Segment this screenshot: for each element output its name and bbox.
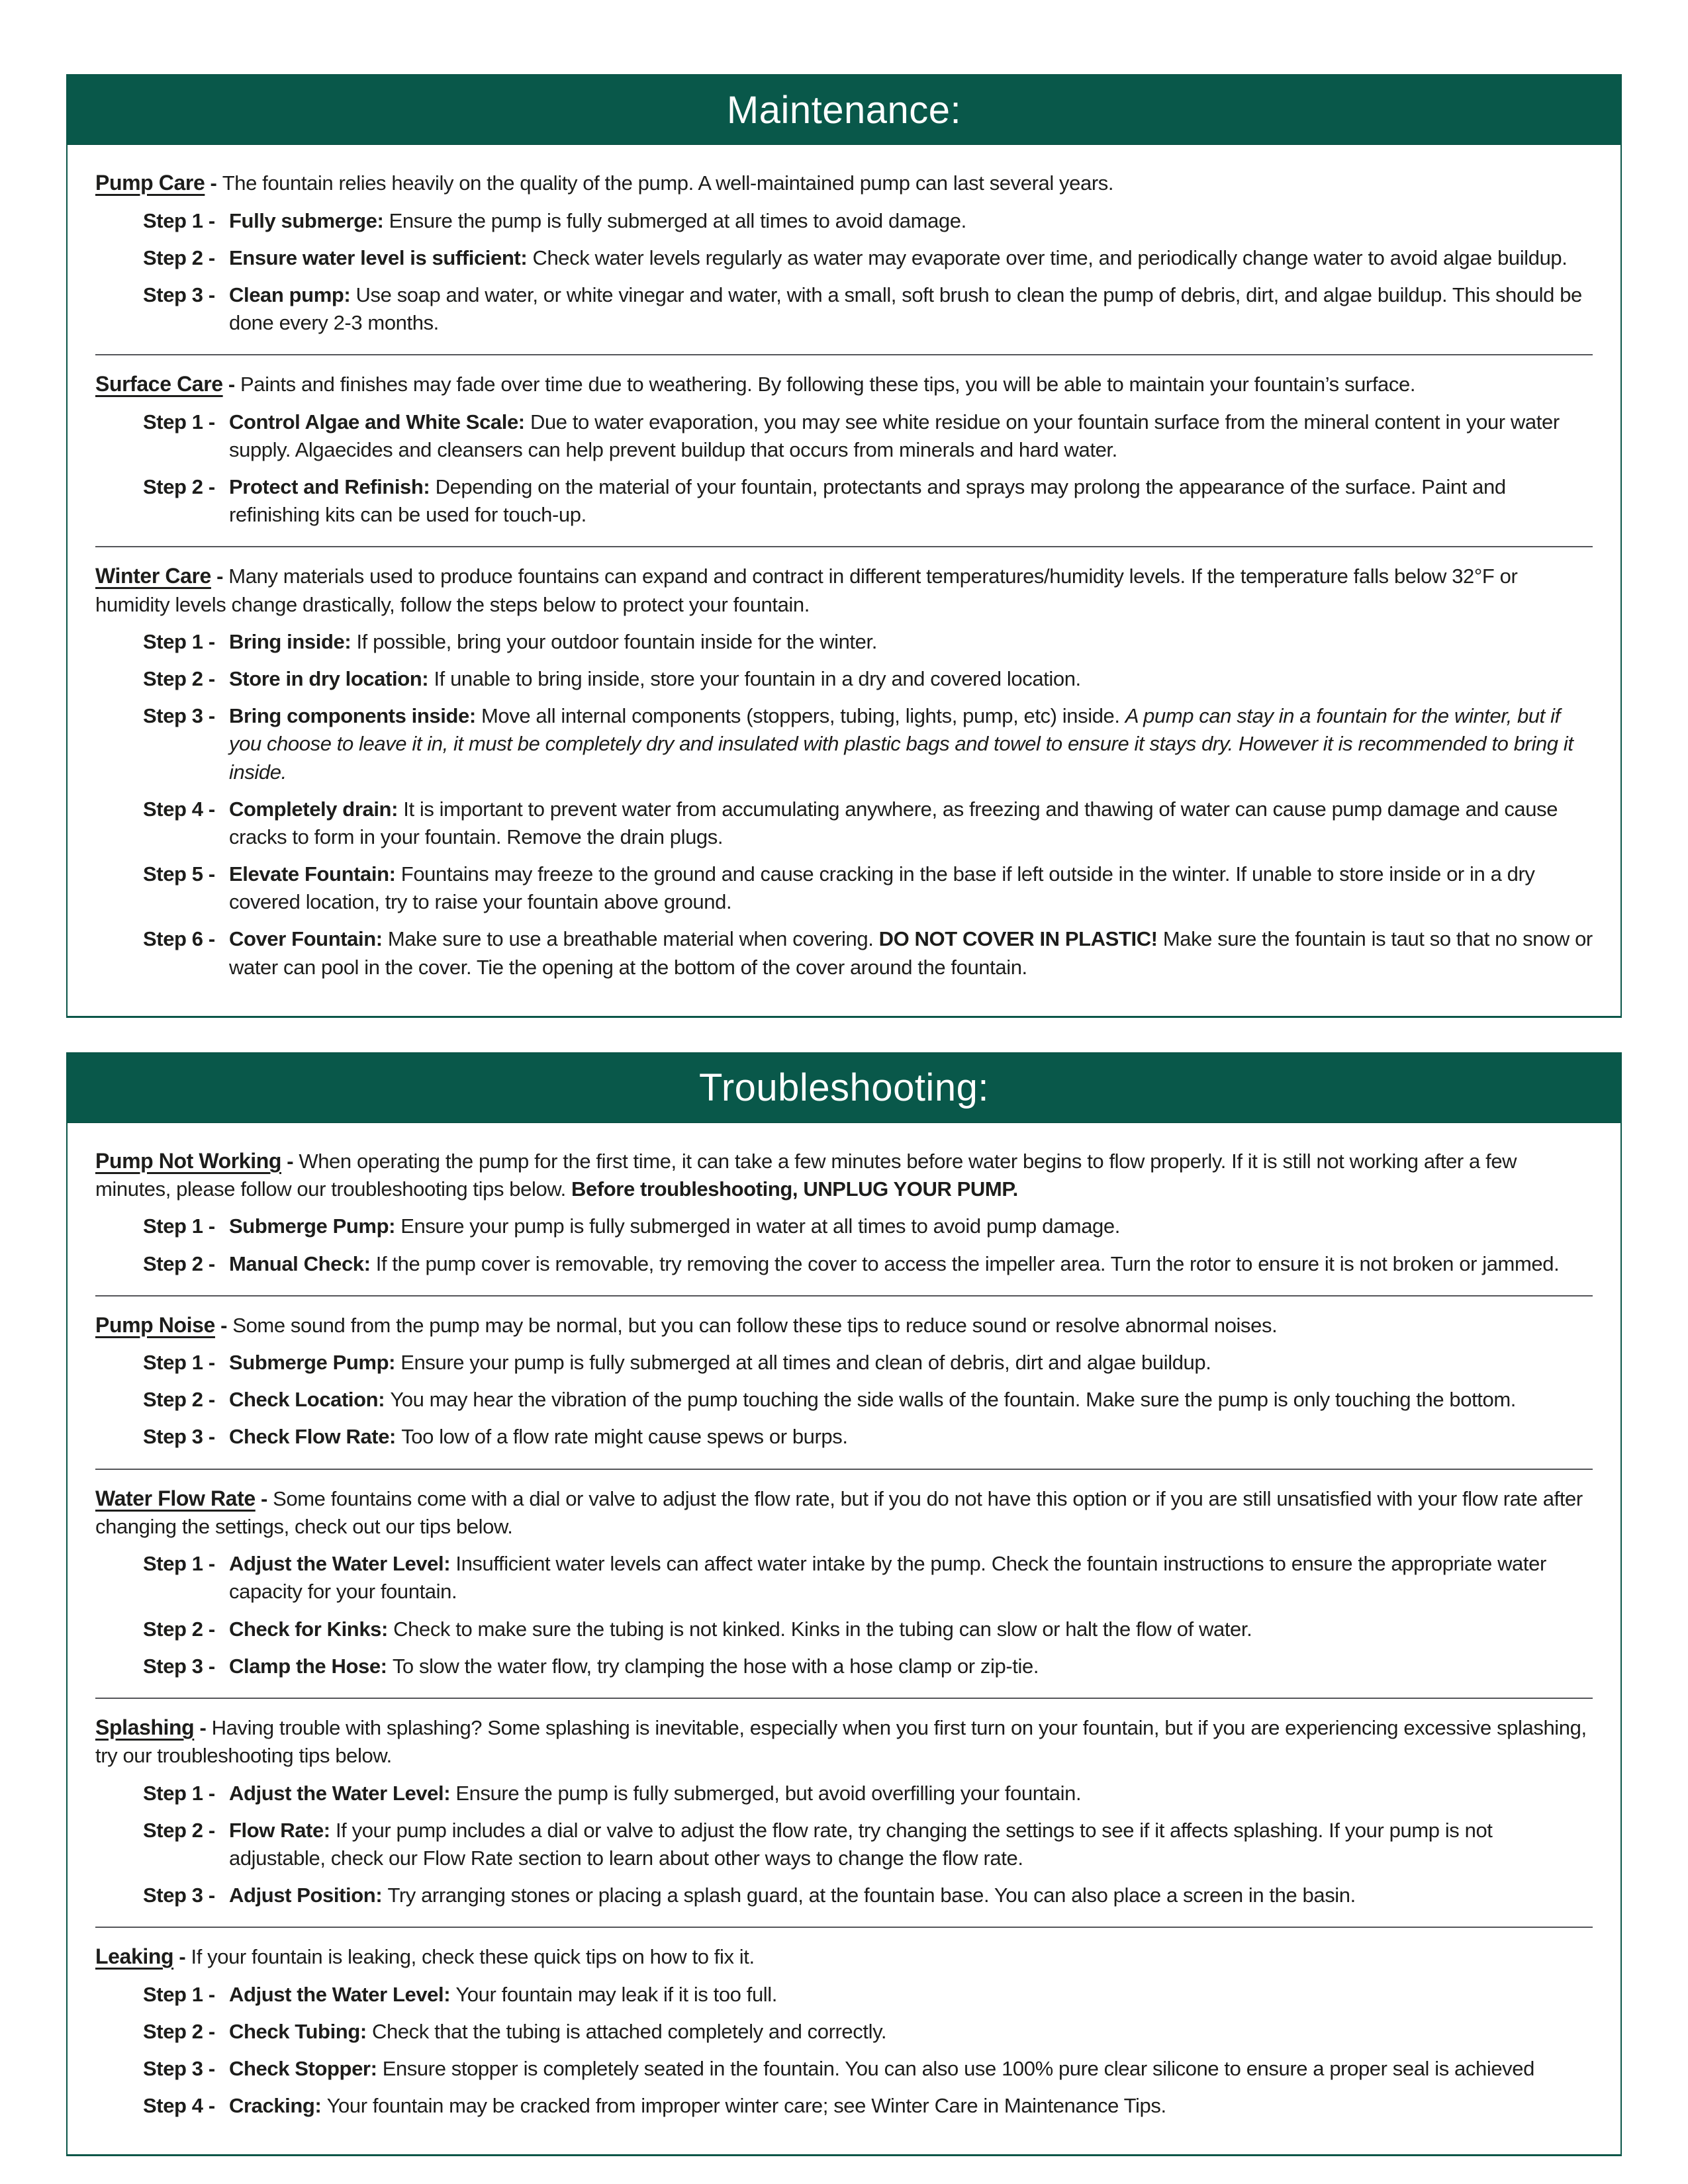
- step-body: [229, 473, 1593, 529]
- heading-separator: -: [194, 1715, 212, 1739]
- step-label: Step 3 -: [143, 1654, 215, 1678]
- step-body: [229, 1615, 1593, 1643]
- step-text: Use soap and water, or white vinegar and water, with a small, soft brush to clean the pump of debris, dirt, and algae buildup. This should be done every 2-3 months.: [229, 283, 1582, 334]
- step-row: [95, 281, 1593, 337]
- step-text: To slow the water flow, try clamping the hose with a hose clamp or zip-tie.: [392, 1654, 1039, 1678]
- step-text: If possible, bring your outdoor fountain inside for the winter.: [356, 629, 877, 653]
- heading-separator: -: [173, 1945, 191, 1969]
- step-text: Ensure stopper is completely seated in the fountain. You can also use 100% pure clear silicone to ensure a proper seal is achieved: [382, 2057, 1534, 2081]
- step-label: Step 1 -: [143, 1781, 215, 1805]
- section-divider: [95, 1469, 1593, 1470]
- step-name: Control Algae and White Scale:: [229, 410, 530, 433]
- step-name: Bring inside:: [229, 629, 357, 653]
- step-label: Step 1 -: [143, 410, 215, 433]
- step-row: [95, 1212, 1593, 1240]
- step-body: [229, 1882, 1593, 1909]
- section-heading: Winter Care: [95, 564, 211, 588]
- step-row: [95, 473, 1593, 529]
- step-row: [95, 1615, 1593, 1643]
- section-intro: [95, 1147, 1593, 1204]
- step-row: [95, 1780, 1593, 1807]
- intro-text: Many materials used to produce fountains can expand and contract in different temperatures/humidity levels. If the temperature falls below 32°F or humidity levels change drastically, follow the steps below to protect your fountain.: [95, 565, 1518, 616]
- section-divider: [95, 546, 1593, 547]
- step-name: Manual Check:: [229, 1251, 376, 1275]
- step-name: Completely drain:: [229, 797, 404, 821]
- step-text: Too low of a flow rate might cause spews or burps.: [401, 1425, 848, 1449]
- step-name: Adjust the Water Level:: [229, 1982, 456, 2006]
- section-heading: Water Flow Rate: [95, 1486, 256, 1510]
- step-name: Elevate Fountain:: [229, 862, 401, 886]
- step-text: Insufficient water levels can affect water intake by the pump. Check the fountain instructions to ensure the appropriate water capacity for your fountain.: [229, 1552, 1546, 1604]
- section-intro: [95, 562, 1593, 619]
- intro-text: Before troubleshooting, UNPLUG YOUR PUMP.: [571, 1177, 1018, 1201]
- step-name: Clamp the Hose:: [229, 1654, 393, 1678]
- step-row: [95, 925, 1593, 981]
- heading-separator: -: [281, 1149, 299, 1173]
- step-label: Step 5 -: [143, 862, 215, 886]
- intro-text: Paints and finishes may fade over time due to weathering. By following these tips, you will be able to maintain your fountain’s surface.: [240, 373, 1416, 396]
- step-body: [229, 207, 1593, 235]
- step-name: Check Location:: [229, 1388, 391, 1412]
- step-label: Step 2 -: [143, 475, 215, 498]
- maintenance-title: Maintenance:: [726, 88, 962, 132]
- step-row: [95, 207, 1593, 235]
- step-label: Step 3 -: [143, 704, 215, 728]
- heading-separator: -: [205, 171, 222, 195]
- step-body: [229, 408, 1593, 464]
- section-intro: [95, 370, 1593, 399]
- step-label: Step 2 -: [143, 2019, 215, 2043]
- step-body: [229, 1212, 1593, 1240]
- heading-separator: -: [211, 565, 229, 588]
- troubleshooting-header-bar: [68, 1054, 1620, 1123]
- section-pump-care: [95, 156, 1593, 353]
- step-label: Step 1 -: [143, 1982, 215, 2006]
- step-text: A pump can stay in a fountain for the winter, but if you choose to leave it in, it must be completely dry and insulated with plastic bags and towel to ensure it stays dry. However it is recommended to bring it inside.: [229, 704, 1573, 784]
- step-body: [229, 281, 1593, 337]
- step-label: Step 1 -: [143, 629, 215, 653]
- step-body: [229, 1981, 1593, 2009]
- heading-separator: -: [222, 373, 240, 396]
- troubleshooting-box: [66, 1052, 1622, 2157]
- step-row: [95, 796, 1593, 851]
- step-label: Step 1 -: [143, 1214, 215, 1238]
- section-heading: Pump Noise: [95, 1312, 215, 1337]
- heading-separator: -: [214, 1313, 233, 1337]
- maintenance-box: [66, 74, 1622, 1018]
- step-body: [229, 702, 1593, 786]
- step-name: Check for Kinks:: [229, 1617, 394, 1641]
- step-row: [95, 860, 1593, 916]
- step-body: [229, 925, 1593, 981]
- section-leaking: [95, 1929, 1593, 2136]
- step-label: Step 1 -: [143, 1351, 215, 1375]
- step-row: [95, 1550, 1593, 1606]
- step-body: [229, 2055, 1593, 2083]
- maintenance-header-bar: [68, 75, 1620, 145]
- intro-text: When operating the pump for the first time, it can take a few minutes before water begins to flow properly. If it is still not working after a few minutes, please follow our troubleshooting tips below.: [95, 1149, 1517, 1201]
- step-text: Ensure your pump is fully submerged at all times and clean of debris, dirt and algae buildup.: [400, 1351, 1211, 1375]
- step-body: [229, 2018, 1593, 2046]
- intro-text: Having trouble with splashing? Some splashing is inevitable, especially when you first turn on your fountain, but if you are experiencing excessive splashing, try our troubleshooting tips below.: [95, 1715, 1587, 1768]
- step-text: Ensure the pump is fully submerged at all times to avoid damage.: [389, 208, 966, 232]
- intro-text: Some fountains come with a dial or valve to adjust the flow rate, but if you do not have this option or if you are still unsatisfied with your flow rate after changing the settings, check out our tips below.: [95, 1486, 1583, 1539]
- step-text: Check that the tubing is attached completely and correctly.: [372, 2019, 887, 2043]
- step-name: Adjust the Water Level:: [229, 1781, 456, 1805]
- step-text: Due to water evaporation, you may see white residue on your fountain surface from the mineral content in your water supply. Algaecides and cleansers can help prevent buildup that occurs from minerals and hard water.: [229, 410, 1560, 461]
- section-heading: Surface Care: [95, 372, 223, 396]
- step-row: [95, 1981, 1593, 2009]
- step-row: [95, 628, 1593, 656]
- step-label: Step 3 -: [143, 1425, 215, 1449]
- step-body: [229, 1550, 1593, 1606]
- step-name: Bring components inside:: [229, 704, 481, 728]
- step-row: [95, 1653, 1593, 1680]
- step-name: Adjust Position:: [229, 1884, 388, 1907]
- step-body: [229, 628, 1593, 656]
- step-text: Check to make sure the tubing is not kinked. Kinks in the tubing can slow or halt the flow of water.: [393, 1617, 1252, 1641]
- section-divider: [95, 1698, 1593, 1699]
- section-intro: [95, 1942, 1593, 1972]
- step-row: [95, 408, 1593, 464]
- step-row: [95, 1250, 1593, 1278]
- step-body: [229, 1780, 1593, 1807]
- step-name: Check Flow Rate:: [229, 1425, 402, 1449]
- step-body: [229, 665, 1593, 693]
- step-name: Flow Rate:: [229, 1818, 336, 1842]
- step-name: Store in dry location:: [229, 667, 434, 691]
- step-text: Depending on the material of your fountain, protectants and sprays may prolong the appearance of the surface. Paint and refinishing kits can be used for touch-up.: [229, 475, 1506, 527]
- step-text: Move all internal components (stoppers, tubing, lights, pump, etc) inside.: [481, 704, 1125, 728]
- troubleshooting-sections: [68, 1123, 1620, 2155]
- step-text: Make sure to use a breathable material when covering.: [387, 927, 879, 951]
- step-body: [229, 1386, 1593, 1414]
- step-row: [95, 665, 1593, 693]
- step-label: Step 1 -: [143, 208, 215, 232]
- section-splashing: [95, 1700, 1593, 1925]
- intro-text: If your fountain is leaking, check these quick tips on how to fix it.: [191, 1945, 755, 1969]
- intro-text: The fountain relies heavily on the quality of the pump. A well-maintained pump can last several years.: [222, 171, 1114, 195]
- section-water-flow-rate: [95, 1471, 1593, 1696]
- step-name: Adjust the Water Level:: [229, 1552, 456, 1576]
- section-surface-care: [95, 357, 1593, 545]
- section-intro: [95, 1484, 1593, 1541]
- section-heading: Leaking: [95, 1944, 174, 1969]
- step-body: [229, 860, 1593, 916]
- step-label: Step 3 -: [143, 2057, 215, 2081]
- section-intro: [95, 1713, 1593, 1770]
- step-row: [95, 1423, 1593, 1451]
- section-winter-care: [95, 549, 1593, 997]
- step-text: If the pump cover is removable, try removing the cover to access the impeller area. Turn the rotor to ensure it is not broken or jammed.: [375, 1251, 1560, 1275]
- step-text: Make sure the fountain is taut so that no snow or water can pool in the cover. Tie the opening at the bottom of the cover around the fountain.: [229, 927, 1593, 979]
- step-label: Step 2 -: [143, 1388, 215, 1412]
- step-row: [95, 702, 1593, 786]
- section-heading: Pump Not Working: [95, 1148, 281, 1173]
- step-body: [229, 796, 1593, 851]
- step-body: [229, 1653, 1593, 1680]
- step-text: Check water levels regularly as water may evaporate over time, and periodically change water to avoid algae buildup.: [532, 246, 1568, 269]
- step-row: [95, 2018, 1593, 2046]
- step-label: Step 4 -: [143, 2094, 215, 2118]
- step-label: Step 2 -: [143, 1617, 215, 1641]
- step-label: Step 2 -: [143, 246, 215, 269]
- section-pump-not-working: [95, 1134, 1593, 1294]
- step-name: Submerge Pump:: [229, 1214, 401, 1238]
- step-name: Cover Fountain:: [229, 927, 388, 951]
- step-label: Step 6 -: [143, 927, 215, 951]
- step-label: Step 2 -: [143, 667, 215, 691]
- step-name: Submerge Pump:: [229, 1351, 401, 1375]
- step-name: Protect and Refinish:: [229, 475, 436, 498]
- step-name: Check Stopper:: [229, 2057, 383, 2081]
- step-text: Fountains may freeze to the ground and cause cracking in the base if left outside in the winter. If unable to store inside or in a dry covered location, try to raise your fountain above ground.: [229, 862, 1535, 914]
- section-divider: [95, 354, 1593, 355]
- section-intro: [95, 169, 1593, 198]
- step-row: [95, 1386, 1593, 1414]
- troubleshooting-title: Troubleshooting:: [699, 1066, 989, 1110]
- step-text: DO NOT COVER IN PLASTIC!: [878, 927, 1158, 951]
- step-text: If unable to bring inside, store your fountain in a dry and covered location.: [434, 667, 1081, 691]
- step-row: [95, 1817, 1593, 1872]
- step-label: Step 2 -: [143, 1251, 215, 1275]
- step-body: [229, 1349, 1593, 1377]
- step-name: Fully submerge:: [229, 208, 389, 232]
- step-body: [229, 1423, 1593, 1451]
- step-text: It is important to prevent water from accumulating anywhere, as freezing and thawing of water can cause pump damage and cause cracks to form in your fountain. Remove the drain plugs.: [229, 797, 1558, 848]
- step-body: [229, 2092, 1593, 2120]
- step-text: If your pump includes a dial or valve to adjust the flow rate, try changing the settings to see if it affects splashing. If your pump is not adjustable, check our Flow Rate section to learn about other ways to change the flow rate.: [229, 1818, 1493, 1870]
- section-intro: [95, 1311, 1593, 1340]
- step-name: Check Tubing:: [229, 2019, 372, 2043]
- step-text: Ensure the pump is fully submerged, but avoid overfilling your fountain.: [455, 1781, 1082, 1805]
- step-label: Step 1 -: [143, 1552, 215, 1576]
- heading-separator: -: [255, 1486, 273, 1510]
- section-divider: [95, 1295, 1593, 1297]
- step-name: Clean pump:: [229, 283, 356, 306]
- step-row: [95, 1882, 1593, 1909]
- step-body: [229, 1817, 1593, 1872]
- section-pump-noise: [95, 1298, 1593, 1467]
- section-heading: Pump Care: [95, 171, 205, 195]
- step-name: Cracking:: [229, 2094, 327, 2118]
- maintenance-sections: [68, 145, 1620, 1016]
- step-label: Step 4 -: [143, 797, 215, 821]
- step-row: [95, 2092, 1593, 2120]
- step-label: Step 2 -: [143, 1818, 215, 1842]
- step-row: [95, 244, 1593, 272]
- step-label: Step 3 -: [143, 1884, 215, 1907]
- step-body: [229, 1250, 1593, 1278]
- step-text: Try arranging stones or placing a splash guard, at the fountain base. You can also place a screen in the basin.: [387, 1884, 1356, 1907]
- step-label: Step 3 -: [143, 283, 215, 306]
- intro-text: Some sound from the pump may be normal, but you can follow these tips to reduce sound or resolve abnormal noises.: [232, 1313, 1278, 1337]
- section-divider: [95, 1927, 1593, 1928]
- step-text: Your fountain may be cracked from improper winter care; see Winter Care in Maintenance Tips.: [326, 2094, 1166, 2118]
- step-text: Your fountain may leak if it is too full.: [455, 1982, 777, 2006]
- section-heading: Splashing: [95, 1715, 195, 1739]
- step-body: [229, 244, 1593, 272]
- step-text: Ensure your pump is fully submerged in water at all times to avoid pump damage.: [400, 1214, 1120, 1238]
- step-text: You may hear the vibration of the pump touching the side walls of the fountain. Make sure the pump is only touching the bottom.: [390, 1388, 1516, 1412]
- step-name: Ensure water level is sufficient:: [229, 246, 533, 269]
- step-row: [95, 1349, 1593, 1377]
- step-row: [95, 2055, 1593, 2083]
